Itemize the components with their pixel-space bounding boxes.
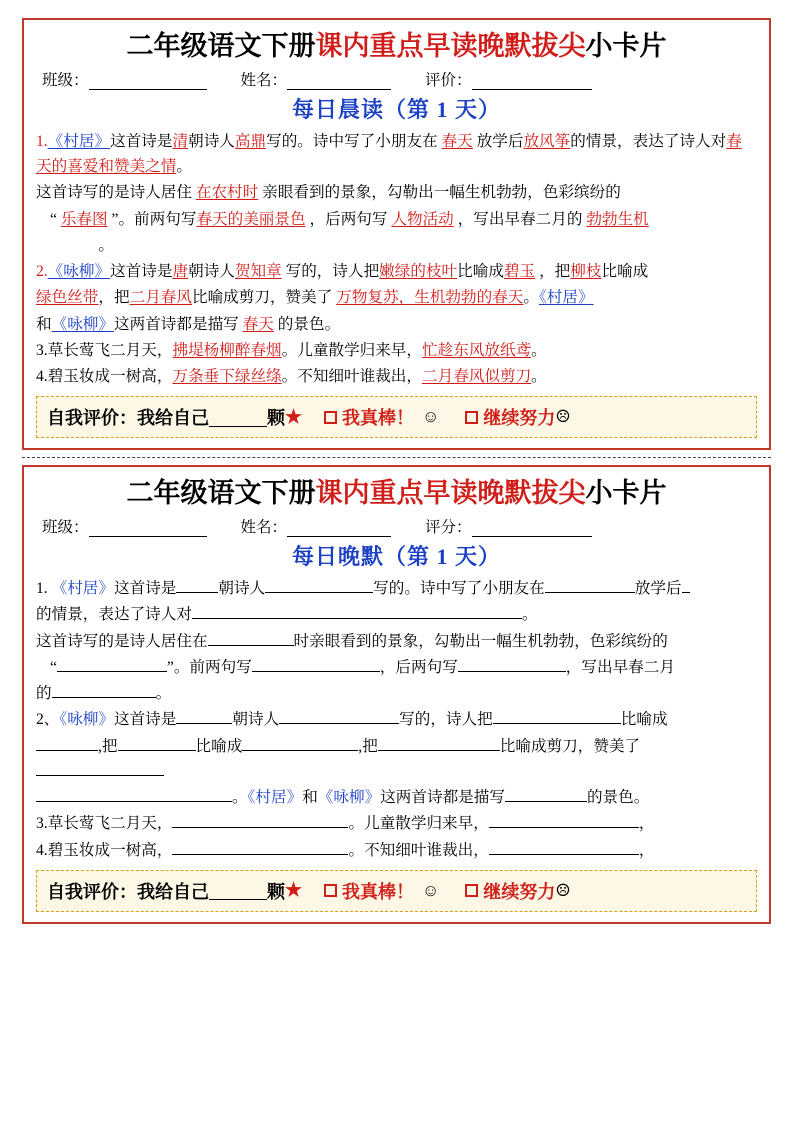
e-q1b-blank-2[interactable] xyxy=(57,655,167,671)
star-icon-2: ★ xyxy=(285,880,303,902)
q1b-text-5: ，写出早春二月的 xyxy=(457,210,583,228)
q1b-answer-2: 乐春图 xyxy=(60,210,108,228)
field-name-input[interactable] xyxy=(287,74,391,90)
q1b-answer-3: 春天的美丽景色 xyxy=(196,210,306,228)
q2-answer-7: 二月春风 xyxy=(129,289,192,307)
morning-q3 xyxy=(36,338,757,363)
q2-text-3: 写的，诗人把 xyxy=(285,263,380,280)
field-name-label-2: 姓名： xyxy=(240,519,288,536)
eval-option-great-2[interactable]: 我真棒！ xyxy=(342,881,415,902)
e-q4-text-2: 。不知细叶谁裁出， xyxy=(348,841,489,859)
e-q2-blank-3[interactable] xyxy=(493,708,621,724)
q2-text-7: ，把 xyxy=(98,289,130,307)
q4-answer-2: 二月春风似剪刀 xyxy=(422,368,532,385)
title-part-1: 二年级语文下册 xyxy=(126,31,316,61)
e-q1b-text-2: 时亲眼看到的景象，勾勒出一幅生机勃勃，色彩缤纷的 xyxy=(293,632,668,650)
evening-q1-cont xyxy=(36,602,757,627)
q1b-text-4: ，后两句写 xyxy=(309,210,388,228)
e-q1b-text-5: ，写出早春二月 xyxy=(565,658,675,676)
e-q1-text-4: 放学后 xyxy=(634,580,682,597)
q1-number: 1. xyxy=(36,132,48,150)
q1-answer-5: 春天的喜爱和赞美之情 xyxy=(36,132,742,175)
title2-part-1: 二年级语文下册 xyxy=(126,478,316,509)
e-q2-blank-1[interactable] xyxy=(176,708,232,724)
e-q2-text-2: 朝诗人 xyxy=(232,711,280,729)
e-q1b-blank-1[interactable] xyxy=(208,629,294,645)
eval-prefix: 自我评价：我给自己 xyxy=(47,408,209,429)
e-q2-text-5: ,把 xyxy=(98,737,118,755)
e-q3-text-3: ， xyxy=(638,815,655,833)
card-evening xyxy=(22,465,771,924)
e-q1b-quote-open: “ xyxy=(50,658,57,676)
q1b-text-1: 这首诗写的是诗人居住 xyxy=(36,184,192,202)
field-score-label: 评分： xyxy=(425,519,472,536)
q2-text-6: 比喻成 xyxy=(601,263,649,280)
q1-poem-title: 《村居》 xyxy=(47,132,111,150)
e-q1-blank-2[interactable] xyxy=(265,577,373,593)
eval-unit-2: 颗 xyxy=(267,881,285,902)
q1-text-6: 。 xyxy=(176,158,192,175)
evening-q1b-tail xyxy=(36,681,757,706)
star-icon: ★ xyxy=(285,406,303,428)
e-q4-number: 4. xyxy=(36,841,48,859)
e-q1-blank-5[interactable] xyxy=(192,603,522,619)
checkbox-keep-trying-2[interactable] xyxy=(465,884,478,897)
card-subtitle-evening: 每日晚默（第 1 天） xyxy=(291,544,501,569)
field-class-2 xyxy=(42,515,207,537)
smiley-happy-icon-2: ☺ xyxy=(422,880,440,900)
eval-count-input-2[interactable] xyxy=(209,881,267,900)
q2-text-1: 这首诗是 xyxy=(110,263,173,280)
card-divider xyxy=(22,457,771,458)
eval-count-input[interactable] xyxy=(209,408,267,427)
e-q1-text-1: 这首诗是 xyxy=(114,580,177,597)
field-name xyxy=(241,68,392,90)
q2-text-12: 的景色。 xyxy=(277,315,341,333)
smiley-happy-icon: ☺ xyxy=(422,407,440,427)
e-q2-blank-9[interactable] xyxy=(36,786,232,802)
q2-text-11: 这两首诗都是描写 xyxy=(114,315,239,333)
field-class-input-2[interactable] xyxy=(89,522,207,538)
e-q1-blank-4[interactable] xyxy=(682,577,690,593)
q2-answer-8: 万物复苏，生机勃勃的春天 xyxy=(336,289,524,307)
q3-text-2: 。儿童散学归来早， xyxy=(281,341,422,359)
e-q2-text-11: 这两首诗都是描写 xyxy=(380,789,505,806)
field-class xyxy=(42,68,207,90)
q1b-text-6: 。 xyxy=(98,236,114,254)
morning-q1b-cont xyxy=(36,207,757,232)
evening-q2 xyxy=(36,707,757,732)
e-q1b-text-7: 。 xyxy=(155,685,172,702)
q1-text-5: 的情景，表达了诗人对 xyxy=(570,132,727,150)
q1b-text-3: ”。前两句写 xyxy=(111,210,197,228)
e-q1b-text-4: ，后两句写 xyxy=(379,658,458,676)
e-q2-text-8: 比喻成剪刀，赞美了 xyxy=(499,737,641,755)
q1b-answer-4: 人物活动 xyxy=(391,210,454,228)
q1-answer-4: 放风筝 xyxy=(523,132,571,150)
e-q1-blank-1[interactable] xyxy=(176,577,218,593)
e-q4-blank-2[interactable] xyxy=(489,838,639,854)
e-q2-text-12: 的景色。 xyxy=(586,789,650,806)
e-q4-text-1: 碧玉妆成一树高， xyxy=(47,841,173,859)
q2-answer-4: 碧玉 xyxy=(503,263,536,280)
e-q2-poem-title-3: 《咏柳》 xyxy=(317,789,381,806)
e-q1-text-6: 。 xyxy=(521,606,538,624)
field-score xyxy=(425,515,592,537)
q2-answer-1: 唐 xyxy=(172,263,189,280)
e-q2-text-3: 写的，诗人把 xyxy=(399,711,493,729)
checkbox-great-2[interactable] xyxy=(324,884,337,897)
evening-q2-cont1 xyxy=(36,734,757,785)
title-part-2: 小卡片 xyxy=(585,31,667,61)
q1-text-4: 放学后 xyxy=(476,132,524,150)
e-q2-poem-title-2: 《村居》 xyxy=(247,789,303,806)
e-q1-poem-title: 《村居》 xyxy=(51,580,114,597)
e-q1b-text-6: 的 xyxy=(36,685,52,702)
evening-q2-cont2 xyxy=(36,785,757,810)
eval-prefix-2: 自我评价：我给自己 xyxy=(47,881,209,902)
field-name-label: 姓名： xyxy=(240,71,288,89)
e-q1b-text-3: ”。前两句写 xyxy=(166,658,252,676)
q1-text-3: 写的。诗中写了小朋友在 xyxy=(266,132,438,150)
q2-text-8: 比喻成剪刀，赞美了 xyxy=(191,289,333,307)
card-title xyxy=(36,30,757,64)
e-q2-text-6: 比喻成 xyxy=(195,737,243,755)
q1-text-2: 朝诗人 xyxy=(188,132,235,150)
e-q3-blank-2[interactable] xyxy=(489,812,639,828)
e-q2-blank-7[interactable] xyxy=(378,734,500,750)
e-q1b-blank-3[interactable] xyxy=(252,655,380,671)
e-q3-text-1: 草长莺飞二月天， xyxy=(47,815,173,833)
q3-answer-1: 拂堤杨柳醉春烟 xyxy=(172,341,282,359)
q2-answer-9: 春天 xyxy=(242,315,274,333)
meta-row-evening xyxy=(36,515,757,537)
meta-row-morning xyxy=(36,68,757,90)
e-q3-blank-1[interactable] xyxy=(172,812,348,828)
q3-number: 3. xyxy=(36,341,48,359)
e-q2-blank-8[interactable] xyxy=(36,759,164,775)
eval-option-keep-trying[interactable]: 继续努力 xyxy=(483,408,556,429)
evening-q3 xyxy=(36,811,757,836)
e-q3-text-2: 。儿童散学归来早， xyxy=(348,815,489,833)
q2-text-9: 。 xyxy=(523,289,539,307)
e-q4-blank-1[interactable] xyxy=(172,838,348,854)
eval-option-great[interactable]: 我真棒！ xyxy=(342,408,415,429)
field-evaluation xyxy=(425,68,592,90)
e-q1-text-2: 朝诗人 xyxy=(218,580,266,597)
self-evaluation-morning xyxy=(36,396,757,438)
field-class-input[interactable] xyxy=(89,74,207,90)
q2-answer-5: 柳枝 xyxy=(570,263,602,280)
title2-part-red: 课内重点早读晚默拔尖 xyxy=(315,478,586,509)
q2-text-10: 和 xyxy=(36,315,52,333)
q1-answer-3: 春天 xyxy=(441,132,473,150)
e-q2-text-4: 比喻成 xyxy=(620,711,668,729)
e-q1-text-3: 写的。诗中写了小朋友在 xyxy=(373,580,545,597)
e-q1b-text-1: 这首诗写的是诗人居住在 xyxy=(36,632,208,650)
e-q3-number: 3. xyxy=(36,815,48,833)
morning-q4 xyxy=(36,364,757,389)
card-morning xyxy=(22,18,771,450)
title-part-red: 课内重点早读晚默拔尖 xyxy=(315,31,586,61)
field-class-label-2: 班级： xyxy=(42,519,89,536)
smiley-sad-icon-2: ☹ xyxy=(555,880,571,900)
morning-q2 xyxy=(36,259,757,284)
e-q2-blank-5[interactable] xyxy=(118,734,196,750)
self-evaluation-evening xyxy=(36,870,757,912)
q4-text-2: 。不知细叶谁裁出， xyxy=(281,368,422,385)
q2-poem-title-2: 《村居》 xyxy=(539,289,594,307)
q1b-quote-open: “ xyxy=(50,210,57,228)
e-q2-text-1: 这首诗是 xyxy=(113,711,177,729)
e-q1b-blank-4[interactable] xyxy=(458,655,566,671)
e-q2-blank-10[interactable] xyxy=(505,786,587,802)
q1-answer-2: 高鼎 xyxy=(234,132,267,150)
evening-q1b xyxy=(36,629,757,654)
e-q1-blank-3[interactable] xyxy=(545,577,635,593)
q2-text-5: ，把 xyxy=(539,263,571,280)
checkbox-keep-trying[interactable] xyxy=(465,411,478,424)
q3-text-1: 草长莺飞二月天， xyxy=(47,341,173,359)
field-score-input[interactable] xyxy=(472,522,592,538)
title2-part-2: 小卡片 xyxy=(585,478,667,509)
morning-q1b xyxy=(36,180,757,205)
evening-q4 xyxy=(36,838,757,863)
q2-poem-title-3: 《咏柳》 xyxy=(51,315,114,333)
field-evaluation-label: 评价： xyxy=(425,71,472,89)
eval-unit: 颗 xyxy=(267,408,285,429)
q2-answer-3: 嫩绿的枝叶 xyxy=(379,263,458,280)
q1b-text-2: 亲眼看到的景象，勾勒出一幅生机勃勃，色彩缤纷的 xyxy=(262,184,621,202)
q2-number: 2. xyxy=(36,263,48,280)
q1-text-1: 这首诗是 xyxy=(110,132,173,150)
q2-text-2: 朝诗人 xyxy=(188,263,235,280)
e-q2-text-10: 和 xyxy=(302,789,318,806)
field-name-2 xyxy=(241,515,392,537)
q4-text-1: 碧玉妆成一树高， xyxy=(47,368,173,385)
e-q2-blank-6[interactable] xyxy=(242,734,358,750)
q3-text-3: 。 xyxy=(531,341,547,359)
q1-answer-1: 清 xyxy=(172,132,189,150)
smiley-sad-icon: ☹ xyxy=(555,407,571,427)
card-title-evening xyxy=(36,477,757,511)
q3-answer-2: 忙趁东风放纸鸢 xyxy=(422,341,532,359)
e-q1-text-5: 的情景，表达了诗人对 xyxy=(36,606,192,624)
card-subtitle-morning: 每日晨读（第 1 天） xyxy=(291,96,501,122)
q4-number: 4. xyxy=(36,368,48,385)
q4-text-3: 。 xyxy=(531,368,547,385)
eval-option-keep-trying-2[interactable]: 继续努力 xyxy=(483,881,556,902)
field-name-input-2[interactable] xyxy=(287,522,391,538)
morning-q1b-tail xyxy=(36,233,757,258)
e-q2-text-9: 。 xyxy=(232,789,248,806)
q1b-answer-1: 在农村时 xyxy=(195,184,259,202)
e-q1b-blank-5[interactable] xyxy=(52,682,156,698)
morning-q1 xyxy=(36,129,757,180)
evening-q1 xyxy=(36,576,757,601)
q2-answer-2: 贺知章 xyxy=(234,263,282,280)
field-evaluation-input[interactable] xyxy=(472,74,592,90)
e-q2-blank-4[interactable] xyxy=(36,734,98,750)
checkbox-great[interactable] xyxy=(324,411,337,424)
q1b-answer-5: 勃勃生机 xyxy=(586,210,649,228)
q2-text-4: 比喻成 xyxy=(457,263,504,280)
q4-answer-1: 万条垂下绿丝绦 xyxy=(172,368,282,385)
e-q2-blank-2[interactable] xyxy=(279,708,399,724)
field-class-label: 班级： xyxy=(42,71,89,89)
e-q2-number: 2、 xyxy=(36,711,60,729)
e-q1-number: 1. xyxy=(36,580,48,597)
e-q2-text-7: ,把 xyxy=(358,737,378,755)
e-q4-text-3: ， xyxy=(638,841,655,859)
morning-q2-cont1 xyxy=(36,285,757,310)
q2-poem-title: 《咏柳》 xyxy=(47,263,111,280)
q2-answer-6: 绿色丝带 xyxy=(36,289,99,307)
morning-q2-cont2 xyxy=(36,312,757,337)
evening-q1b-cont xyxy=(36,655,757,680)
e-q2-poem-title: 《咏柳》 xyxy=(59,711,114,729)
